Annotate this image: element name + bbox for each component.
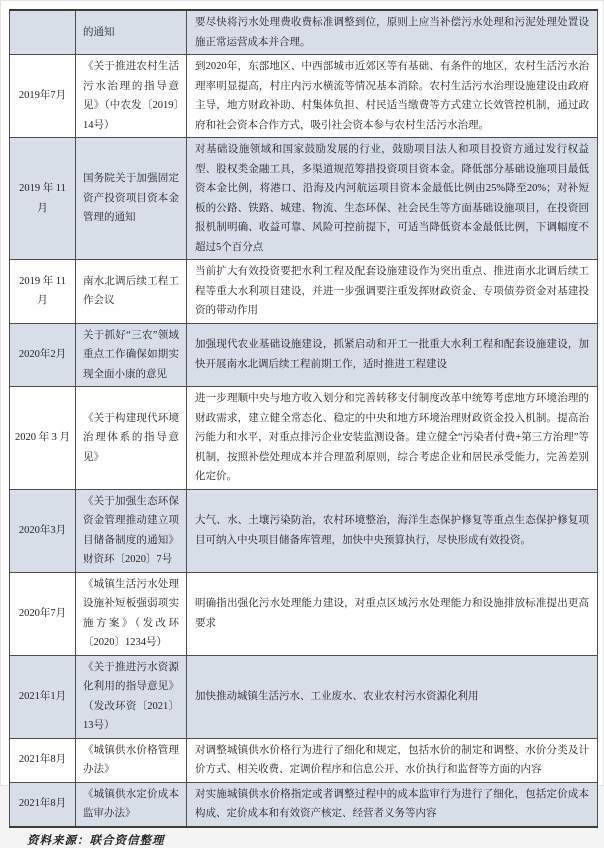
date-cell: 2019 年 11 月 [10,260,76,324]
table-row [10,738,598,782]
date-cell: 2021年8月 [10,738,76,782]
date-cell: 2020年7月 [10,572,76,655]
description-cell: 大气、水、土壤污染防治，农村环境整治，海洋生态保护修复等重点生态保护修复项目可纳入中央项目储备库管理，加快中央预算执行，尽快形成有效投资。 [187,489,598,572]
description-cell: 加强现代农业基础设施建设，抓紧启动和开工一批重大水利工程和配套设施建设，加快开展南水北调后续工程前期工作，适时推进工程建设 [187,323,598,387]
table-row [10,387,598,490]
table-row [10,260,598,324]
policy-cell: 《关于加强生态环保资金管理推动建立项目储备制度的通知》财资环〔2020〕7号 [76,489,187,572]
description-cell: 进一步理顺中央与地方收入划分和完善转移支付制度改革中统筹考虑地方环境治理的财政需求，建立健全常态化、稳定的中央和地方环境治理财政资金投入机制。提高治污能力和水平，对重点排污企业安装监测设备。建立健全“污染者付费+第三方治理”等机制，按照补偿处理成本并合理盈利原则，综合考虑企业和居民承受能力，完善差别化定价。 [187,387,598,490]
table-row [10,10,598,55]
description-cell: 对调整城镇供水价格行为进行了细化和规定，包括水价的制定和调整、水价分类及计价方式、相关收费、定调价程序和信息公开、水价执行和监督等方面的内容 [187,738,598,782]
date-cell: 2020年3月 [10,489,76,572]
policy-cell: 《关于构建现代环境治理体系的指导意见》 [76,387,187,490]
table-row [10,323,598,387]
policy-cell: 的通知 [76,10,187,55]
policy-cell: 《城镇供水定价成本监审办法》 [76,782,187,827]
date-cell: 2021年8月 [10,782,76,827]
table-row [10,55,598,138]
description-cell: 到2020年，东部地区、中西部城市近郊区等有基础、有条件的地区，农村生活污水治理率明显提高，村庄内污水横流等情况基本消除。农村生活污水治理设施建设由政府主导，地方财政补助、村集体负担、村民适当缴费等方式建立长效管控机制，通过政府和社会资本合作方式，吸引社会资本参与农村生活污水治理。 [187,55,598,138]
table-row [10,572,598,655]
description-cell: 当前扩大有效投资要把水利工程及配套设施建设作为突出重点、推进南水北调后续工程等重大水利项目建设，并进一步强调要注重发挥财政资金、专项债券资金对基建投资的带动作用 [187,260,598,324]
description-cell: 对实施城镇供水价格指定或者调整过程中的成本监审行为进行了细化，包括定价成本构成、定价成本和有效资产核定、经营者义务等内容 [187,782,598,827]
date-cell: 2021年1月 [10,655,76,738]
source-note: 资料来源：联合资信整理 [27,834,165,847]
table-row [10,655,598,738]
table-row [10,138,598,260]
table-row [10,489,598,572]
description-cell: 明确指出强化污水处理能力建设，对重点区域污水处理能力和设施排放标准提出更高要求 [187,572,598,655]
policy-cell: 《关于推进污水资源化利用的指导意见》（发改环资〔2021〕13号） [76,655,187,738]
table-row [10,782,598,827]
description-cell: 加快推动城镇生活污水、工业废水、农业农村污水资源化利用 [187,655,598,738]
policy-cell: 国务院关于加强固定资产投资项目资本金管理的通知 [76,138,187,260]
policy-cell: 关于抓好“三农”领域重点工作确保如期实现全面小康的意见 [76,323,187,387]
date-cell: 2019年7月 [10,55,76,138]
date-cell: 2020年2月 [10,323,76,387]
description-cell: 要尽快将污水处理费收费标准调整到位，原则上应当补偿污水处理和污泥处理处置设施正常运营成本并合理。 [187,10,598,55]
policy-table [9,9,598,828]
policy-cell: 南水北调后续工程工作会议 [76,260,187,324]
date-cell [10,10,76,55]
date-cell: 2020 年 3 月 [10,387,76,490]
policy-cell: 《关于推进农村生活污水治理的指导意见》（中农发〔2019〕14号） [76,55,187,138]
date-cell: 2019 年 11 月 [10,138,76,260]
description-cell: 对基础设施领域和国家鼓励发展的行业，鼓励项目法人和项目投资方通过发行权益型、股权类金融工具，多渠道规范筹措投资项目资本金。降低部分基础设施项目最低资本金比例，将港口、沿海及内河航运项目资本金最低比例由25%降至20%；对补短板的公路、铁路、城建、物流、生态环保、社会民生等方面基础设施项目，在投资回报机制明确、收益可靠、风险可控前提下，可适当降低资本金最低比例，下调幅度不超过5个百分点 [187,138,598,260]
policy-cell: 《城镇供水价格管理办法》 [76,738,187,782]
policy-cell: 《城镇生活污水处理设施补短板强弱项实施方案》（发改环〔2020〕1234号） [76,572,187,655]
